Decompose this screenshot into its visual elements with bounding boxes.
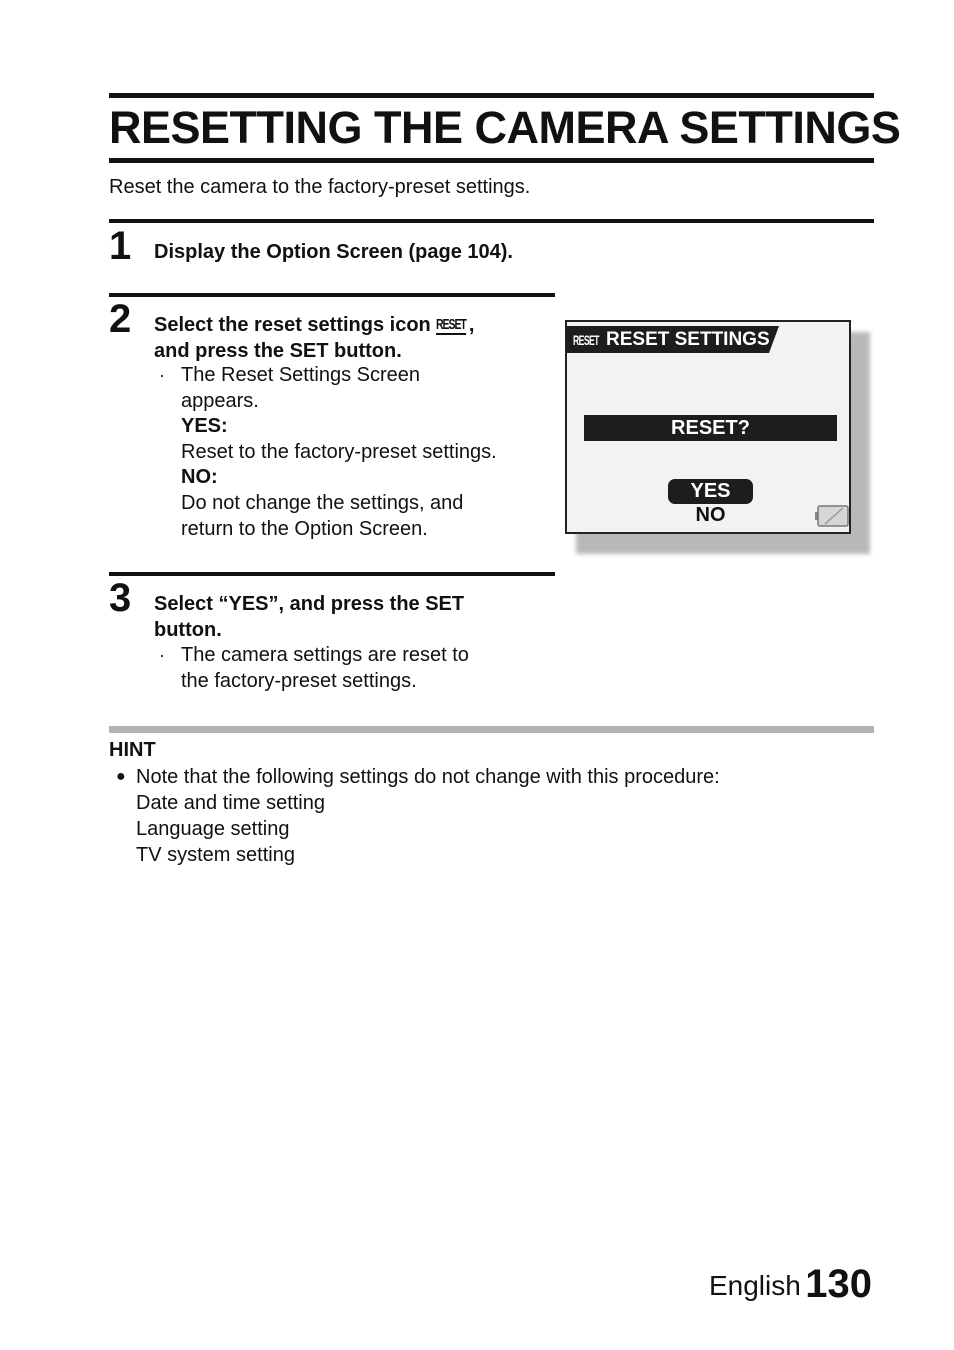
step-2-bullet-line1: The Reset Settings Screen <box>181 364 421 386</box>
step-3-heading-line1: Select “YES”, and press the SET <box>154 593 465 615</box>
no-description-line1: Do not change the settings, and <box>181 491 464 514</box>
screen-tab-title: RESET SETTINGS <box>606 329 770 350</box>
hint-title: HINT <box>109 739 156 761</box>
title-top-rule <box>109 93 874 98</box>
step-3-bullet-line2: the factory-preset settings. <box>181 669 417 692</box>
page-number: 130 <box>805 1262 872 1306</box>
reset-settings-icon: RESET <box>436 316 467 333</box>
step-1-number: 1 <box>109 224 132 268</box>
yes-label: YES: <box>181 415 228 438</box>
page-title: RESETTING THE CAMERA SETTINGS <box>109 102 901 153</box>
step-3-rule <box>109 572 555 576</box>
hint-item: TV system setting <box>136 844 295 866</box>
hint-divider <box>109 726 874 733</box>
hint-bullet: ● <box>116 768 126 785</box>
hint-body <box>136 764 720 868</box>
footer-language: English <box>708 1270 801 1301</box>
step-2-details <box>159 363 497 542</box>
no-label: NO: <box>181 466 218 489</box>
reset-prompt: RESET? <box>584 415 837 441</box>
bullet-dot: · <box>159 645 165 665</box>
step-1-heading: Display the Option Screen (page 104). <box>154 241 513 263</box>
intro-text: Reset the camera to the factory-preset settings. <box>109 176 531 198</box>
step-3-details <box>159 643 469 694</box>
yes-description: Reset to the factory-preset settings. <box>181 440 497 463</box>
step-2-number: 2 <box>109 297 132 341</box>
battery-icon <box>815 505 849 532</box>
step-2-bullet-line2: appears. <box>181 389 259 412</box>
step-3-bullet-line1: The camera settings are reset to <box>181 644 469 666</box>
title-bottom-rule <box>109 158 874 163</box>
step-2-heading-line2: and press the SET button. <box>154 340 402 362</box>
page-footer <box>709 1262 872 1307</box>
step-2-heading-line1: Select the reset settings icon <box>154 314 431 336</box>
no-option[interactable]: NO <box>695 504 726 526</box>
no-description-line2: return to the Option Screen. <box>181 517 428 540</box>
bullet-dot: · <box>159 365 165 385</box>
step-2-rule <box>109 293 555 297</box>
step-2-heading-comma: , <box>468 314 475 336</box>
step-2-heading <box>154 312 474 338</box>
step-3-heading-line2: button. <box>154 619 222 641</box>
step-1-rule <box>109 219 874 223</box>
screen-reset-icon: RESET <box>573 332 599 348</box>
step-3-number: 3 <box>109 576 132 620</box>
hint-item: Language setting <box>136 818 290 840</box>
hint-lead: Note that the following settings do not change with this procedure: <box>136 766 720 788</box>
hint-item: Date and time setting <box>136 792 325 814</box>
yes-option-selected[interactable]: YES <box>668 479 753 504</box>
